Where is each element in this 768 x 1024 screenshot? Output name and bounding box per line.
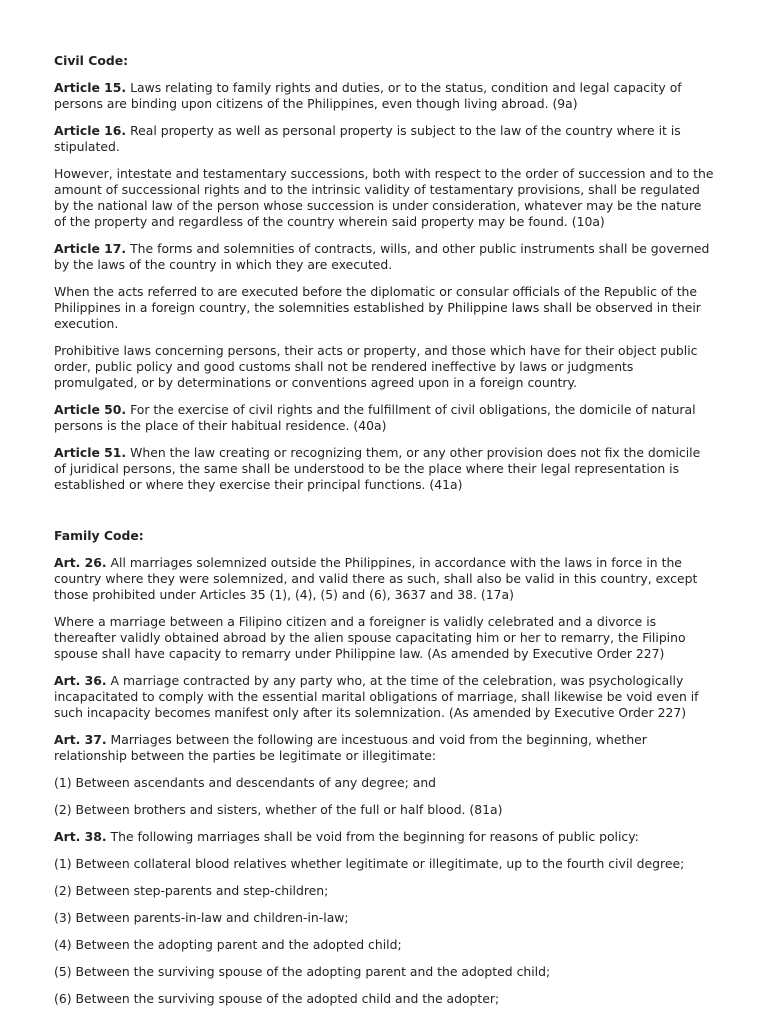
civil-code-title: Civil Code:	[54, 53, 129, 68]
article-text: When the acts referred to are executed before the diplomatic or consular officials of the Republic of the Philippines in a foreign country, the solemnities established by Philippine laws shall be observed in their execution.	[54, 284, 701, 331]
article-paragraph	[54, 166, 714, 230]
article-label: Art. 36.	[54, 673, 107, 688]
article-text: (2) Between brothers and sisters, whether of the full or half blood. (81a)	[54, 802, 503, 817]
article-text: (1) Between ascendants and descendants of any degree; and	[54, 775, 437, 790]
article-label: Art. 37.	[54, 732, 107, 747]
article-text: (5) Between the surviving spouse of the adopting parent and the adopted child;	[54, 964, 551, 979]
article-paragraph	[54, 614, 714, 662]
family-code-title: Family Code:	[54, 528, 144, 543]
article-paragraph	[54, 555, 714, 603]
article-text: Laws relating to family rights and duties, or to the status, condition and legal capacity of persons are binding upon citizens of the Philippines, even though living abroad. (9a)	[54, 80, 682, 111]
article-paragraph	[54, 343, 714, 391]
article-label: Article 17.	[54, 241, 127, 256]
article-text: (6) Between the surviving spouse of the adopted child and the adopter;	[54, 991, 500, 1006]
article-text: Where a marriage between a Filipino citizen and a foreigner is validly celebrated and a divorce is thereafter validly obtained abroad by the alien spouse capacitating him or her to remarry, the Filipino spouse shall have capacity to remarry under Philippine law. (As amended by Executive Order 227)	[54, 614, 686, 661]
article-text: Marriages between the following are incestuous and void from the beginning, whether relationship between the parties be legitimate or illegitimate:	[54, 732, 647, 763]
article-label: Article 50.	[54, 402, 127, 417]
article-text: (3) Between parents-in-law and children-in-law;	[54, 910, 349, 925]
article-text: (4) Between the adopting parent and the adopted child;	[54, 937, 402, 952]
article-text: All marriages solemnized outside the Philippines, in accordance with the laws in force in the country where they were solemnized, and valid there as such, shall also be valid in this country, except those prohibited under Articles 35 (1), (4), (5) and (6), 3637 and 38. (17a)	[54, 555, 698, 602]
article-text: Prohibitive laws concerning persons, their acts or property, and those which have for their object public order, public policy and good customs shall not be rendered ineffective by laws or judgments promulgated, or by determinations or conventions agreed upon in a foreign country.	[54, 343, 698, 390]
article-label: Article 51.	[54, 445, 127, 460]
article-paragraph	[54, 284, 714, 332]
article-label: Art. 38.	[54, 829, 107, 844]
article-paragraph	[54, 123, 714, 155]
article-label: Art. 26.	[54, 555, 107, 570]
article-text: (1) Between collateral blood relatives whether legitimate or illegitimate, up to the fourth civil degree;	[54, 856, 685, 871]
article-text: Real property as well as personal property is subject to the law of the country where it is stipulated.	[54, 123, 681, 154]
article-paragraph	[54, 829, 714, 845]
list-item	[54, 910, 714, 926]
list-item	[54, 775, 714, 791]
article-label: Article 16.	[54, 123, 127, 138]
document-page	[54, 53, 714, 1018]
list-item	[54, 991, 714, 1007]
list-item	[54, 937, 714, 953]
article-paragraph	[54, 445, 714, 493]
article-label: Article 15.	[54, 80, 127, 95]
article-text: For the exercise of civil rights and the fulfillment of civil obligations, the domicile of natural persons is the place of their habitual residence. (40a)	[54, 402, 696, 433]
article-text: However, intestate and testamentary successions, both with respect to the order of succession and to the amount of successional rights and to the intrinsic validity of testamentary provisions, shall be regulated by the national law of the person whose succession is under consideration, whatever may be the nature of the property and regardless of the country wherein said property may be found. (10a)	[54, 166, 714, 229]
article-paragraph	[54, 732, 714, 764]
section-spacer	[54, 504, 714, 528]
article-text: The following marriages shall be void from the beginning for reasons of public policy:	[110, 829, 639, 844]
article-text: The forms and solemnities of contracts, wills, and other public instruments shall be governed by the laws of the country in which they are executed.	[54, 241, 710, 272]
article-paragraph	[54, 673, 714, 721]
list-item	[54, 883, 714, 899]
list-item	[54, 802, 714, 818]
list-item	[54, 856, 714, 872]
article-paragraph	[54, 402, 714, 434]
list-item	[54, 964, 714, 980]
article-paragraph	[54, 241, 714, 273]
article-text: A marriage contracted by any party who, at the time of the celebration, was psychologically incapacitated to comply with the essential marital obligations of marriage, shall likewise be void even if such incapacity becomes manifest only after its solemnization. (As amended by Executive Order 227)	[54, 673, 699, 720]
article-text: (2) Between step-parents and step-children;	[54, 883, 329, 898]
article-paragraph	[54, 80, 714, 112]
article-text: When the law creating or recognizing them, or any other provision does not fix the domicile of juridical persons, the same shall be understood to be the place where their legal representation is established or where they exercise their principal functions. (41a)	[54, 445, 701, 492]
